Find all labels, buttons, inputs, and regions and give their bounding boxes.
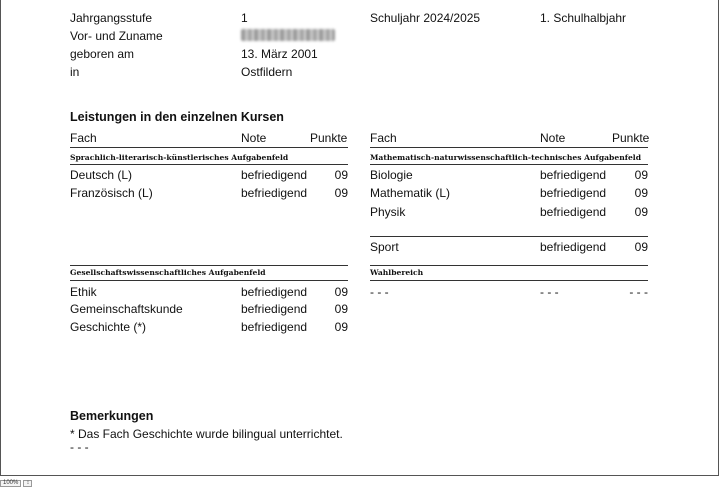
- label-geboren: geboren am: [70, 47, 135, 61]
- punkte-cell: 09: [634, 205, 648, 219]
- note-cell: befriedigend: [241, 320, 308, 334]
- section-rule: [70, 280, 348, 281]
- page-border-bottom: [0, 475, 719, 476]
- fach-cell: Gemeinschaftskunde: [70, 302, 183, 316]
- punkte-cell: 09: [334, 186, 348, 200]
- value-jahrgangsstufe: 1: [241, 11, 248, 25]
- bemerkungen-title: Bemerkungen: [70, 409, 154, 423]
- page-border-right: [718, 0, 719, 476]
- note-cell: befriedigend: [540, 240, 607, 254]
- fach-cell: Physik: [370, 205, 406, 219]
- label-name: Vor- und Zuname: [70, 29, 163, 43]
- note-cell: befriedigend: [540, 205, 607, 219]
- fach-cell: Ethik: [70, 285, 97, 299]
- punkte-cell: 09: [634, 186, 648, 200]
- section-rule: [370, 280, 648, 281]
- halbjahr: 1. Schulhalbjahr: [540, 11, 627, 25]
- right-header-rule: [370, 147, 648, 148]
- punkte-cell: 09: [334, 320, 348, 334]
- redacted-name: [241, 29, 335, 41]
- note-cell: befriedigend: [241, 168, 308, 182]
- note-cell: befriedigend: [241, 302, 308, 316]
- section-rule: [370, 236, 648, 237]
- right-col-fach: Fach: [370, 131, 397, 145]
- note-cell: befriedigend: [241, 186, 308, 200]
- fach-cell: Geschichte (*): [70, 320, 147, 334]
- punkte-cell: 09: [334, 285, 348, 299]
- page-nav-icon[interactable]: ↕: [23, 480, 32, 487]
- value-geboren: 13. März 2001: [241, 47, 318, 61]
- zoom-level[interactable]: 100%: [0, 480, 21, 487]
- bemerkung-line: * Das Fach Geschichte wurde bilingual unterrichtet.: [70, 427, 343, 441]
- left-col-note: Note: [241, 131, 267, 145]
- section-rule: [370, 265, 648, 266]
- note-cell: befriedigend: [241, 285, 308, 299]
- punkte-cell: 09: [634, 168, 648, 182]
- fach-cell: Deutsch (L): [70, 168, 133, 182]
- page-border-left: [0, 0, 1, 476]
- punkte-cell: - - -: [629, 285, 648, 299]
- fach-cell: - - -: [370, 285, 389, 299]
- section-title-sprachlich: Sprachlich-literarisch-künstlerisches Aufgabenfeld: [70, 153, 289, 162]
- label-jahrgangsstufe: Jahrgangsstufe: [70, 11, 153, 25]
- section-title-gesellschaft: Gesellschaftswissenschaftliches Aufgabenfeld: [70, 268, 266, 277]
- label-ort: in: [70, 65, 80, 79]
- value-ort: Ostfildern: [241, 65, 293, 79]
- note-cell: - - -: [540, 285, 559, 299]
- note-cell: befriedigend: [540, 168, 607, 182]
- left-col-punkte: Punkte: [310, 131, 348, 145]
- section-rule: [370, 164, 648, 165]
- section-rule: [70, 265, 348, 266]
- punkte-cell: 09: [334, 168, 348, 182]
- section-title-mathematisch: Mathematisch-naturwissenschaftlich-technisches Aufgabenfeld: [370, 153, 642, 162]
- left-col-fach: Fach: [70, 131, 97, 145]
- note-cell: befriedigend: [540, 186, 607, 200]
- punkte-cell: 09: [634, 240, 648, 254]
- punkte-cell: 09: [334, 302, 348, 316]
- fach-cell: Sport: [370, 240, 399, 254]
- leistungen-title: Leistungen in den einzelnen Kursen: [70, 110, 284, 124]
- status-bar: [0, 480, 34, 487]
- right-col-note: Note: [540, 131, 566, 145]
- right-col-punkte: Punkte: [612, 131, 650, 145]
- section-title-wahlbereich: Wahlbereich: [370, 268, 424, 277]
- fach-cell: Mathematik (L): [370, 186, 451, 200]
- left-header-rule: [70, 147, 348, 148]
- fach-cell: Französisch (L): [70, 186, 153, 200]
- fach-cell: Biologie: [370, 168, 413, 182]
- schuljahr: Schuljahr 2024/2025: [370, 11, 481, 25]
- bemerkung-line: - - -: [70, 440, 89, 454]
- section-rule: [70, 164, 348, 165]
